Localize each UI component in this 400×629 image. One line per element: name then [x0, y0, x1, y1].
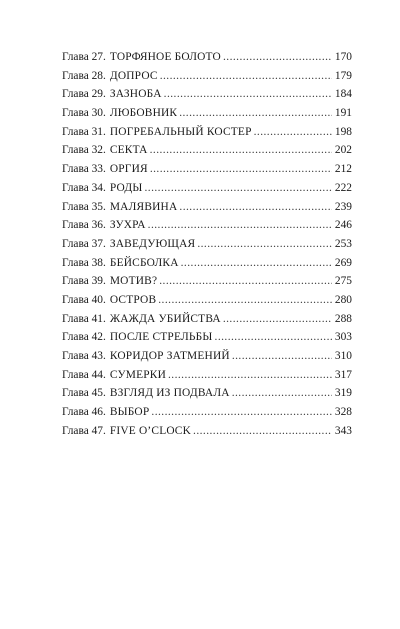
dot-leader	[254, 123, 332, 142]
page-number: 275	[334, 275, 352, 288]
chapter-number: Глава 31.	[62, 125, 106, 138]
chapter-number: Глава 34.	[62, 181, 106, 194]
chapter-title: ВЫБОР	[109, 406, 150, 419]
chapter-title: БЕЙСБОЛКА	[109, 256, 179, 269]
toc-entry	[62, 403, 352, 422]
chapter-title: ПОСЛЕ СТРЕЛЬБЫ	[109, 331, 213, 344]
page-number: 328	[334, 406, 352, 419]
dot-leader	[223, 310, 332, 329]
toc-entry	[62, 347, 352, 366]
dot-leader	[232, 384, 332, 403]
table-of-contents	[62, 48, 352, 440]
chapter-number: Глава 44.	[62, 368, 106, 381]
toc-entry	[62, 48, 352, 67]
chapter-title: СУМЕРКИ	[109, 368, 166, 381]
page-number: 253	[334, 237, 352, 250]
toc-entry	[62, 366, 352, 385]
toc-entry	[62, 328, 352, 347]
chapter-number: Глава 43.	[62, 350, 106, 362]
chapter-number: Глава 42.	[62, 331, 106, 344]
page-number: 184	[334, 88, 352, 101]
chapter-number: Глава 47.	[62, 424, 106, 437]
page-number: 198	[334, 125, 352, 138]
toc-entry	[62, 123, 352, 142]
chapter-number: Глава 39.	[62, 275, 106, 288]
page-number: 269	[334, 256, 352, 269]
page-number: 280	[334, 293, 352, 306]
page-number: 288	[334, 312, 352, 325]
page-number: 310	[334, 350, 352, 362]
toc-entry	[62, 67, 352, 86]
dot-leader	[179, 104, 332, 123]
chapter-title: ЖАЖДА УБИЙСТВА	[109, 312, 221, 325]
dot-leader	[158, 291, 332, 310]
toc-entry	[62, 254, 352, 273]
chapter-number: Глава 29.	[62, 88, 106, 101]
chapter-number: Глава 30.	[62, 107, 106, 120]
chapter-number: Глава 41.	[62, 312, 106, 325]
toc-entry	[62, 85, 352, 104]
chapter-number: Глава 40.	[62, 293, 106, 306]
dot-leader	[193, 422, 332, 441]
page-number: 343	[334, 424, 352, 437]
dot-leader	[197, 235, 332, 254]
dot-leader	[159, 272, 332, 291]
toc-entry	[62, 291, 352, 310]
toc-entry	[62, 235, 352, 254]
chapter-number: Глава 36.	[62, 219, 106, 232]
chapter-number: Глава 38.	[62, 256, 106, 269]
chapter-number: Глава 35.	[62, 200, 106, 213]
page-number: 202	[334, 144, 352, 157]
toc-entry	[62, 422, 352, 441]
chapter-number: Глава 28.	[62, 69, 106, 82]
chapter-title: ПОГРЕБАЛЬНЫЙ КОСТЕР	[109, 125, 252, 138]
toc-entry	[62, 160, 352, 179]
dot-leader	[223, 48, 332, 67]
chapter-number: Глава 27.	[62, 51, 106, 63]
page-number: 179	[334, 69, 352, 82]
dot-leader	[150, 160, 332, 179]
chapter-title: ОРГИЯ	[109, 163, 148, 176]
page-number: 222	[334, 181, 352, 194]
chapter-number: Глава 45.	[62, 387, 106, 400]
dot-leader	[148, 216, 332, 235]
chapter-title: ЗАВЕДУЮЩАЯ	[109, 237, 196, 250]
page-number: 303	[334, 331, 352, 344]
page-number: 246	[334, 219, 352, 232]
chapter-title: FIVE O’CLOCK	[109, 424, 192, 437]
chapter-title: ЗАЗНОБА	[109, 88, 162, 101]
dot-leader	[164, 85, 332, 104]
dot-leader	[151, 403, 332, 422]
toc-entry	[62, 216, 352, 235]
page-number: 212	[334, 163, 352, 176]
chapter-number: Глава 46.	[62, 406, 106, 419]
chapter-title: ЛЮБОВНИК	[109, 107, 178, 120]
chapter-title: ОСТРОВ	[109, 293, 157, 306]
chapter-title: ДОПРОС	[109, 69, 158, 82]
page-number: 170	[334, 51, 352, 63]
chapter-title: МОТИВ?	[109, 275, 158, 288]
toc-entry	[62, 198, 352, 217]
dot-leader	[160, 67, 332, 86]
page-number: 317	[334, 368, 352, 381]
toc-entry	[62, 310, 352, 329]
chapter-title: ВЗГЛЯД ИЗ ПОДВАЛА	[109, 387, 230, 400]
page-number: 191	[334, 107, 352, 120]
dot-leader	[150, 141, 332, 160]
dot-leader	[179, 198, 332, 217]
page-number: 239	[334, 200, 352, 213]
page-number: 319	[334, 387, 352, 400]
chapter-number: Глава 37.	[62, 237, 106, 250]
dot-leader	[168, 366, 332, 385]
toc-entry	[62, 179, 352, 198]
dot-leader	[215, 328, 332, 347]
chapter-title: РОДЫ	[109, 181, 143, 194]
dot-leader	[232, 347, 332, 366]
chapter-title: МАЛЯВИНА	[109, 200, 178, 213]
chapter-title: ТОРФЯНОЕ БОЛОТО	[109, 51, 221, 63]
chapter-number: Глава 32.	[62, 144, 106, 157]
dot-leader	[181, 254, 332, 273]
dot-leader	[144, 179, 332, 198]
chapter-title: СЕКТА	[109, 144, 148, 157]
chapter-title: КОРИДОР ЗАТМЕНИЙ	[109, 350, 230, 362]
chapter-title: ЗУХРА	[109, 219, 146, 232]
toc-entry	[62, 384, 352, 403]
toc-entry	[62, 141, 352, 160]
toc-entry	[62, 104, 352, 123]
toc-entry	[62, 272, 352, 291]
chapter-number: Глава 33.	[62, 163, 106, 176]
